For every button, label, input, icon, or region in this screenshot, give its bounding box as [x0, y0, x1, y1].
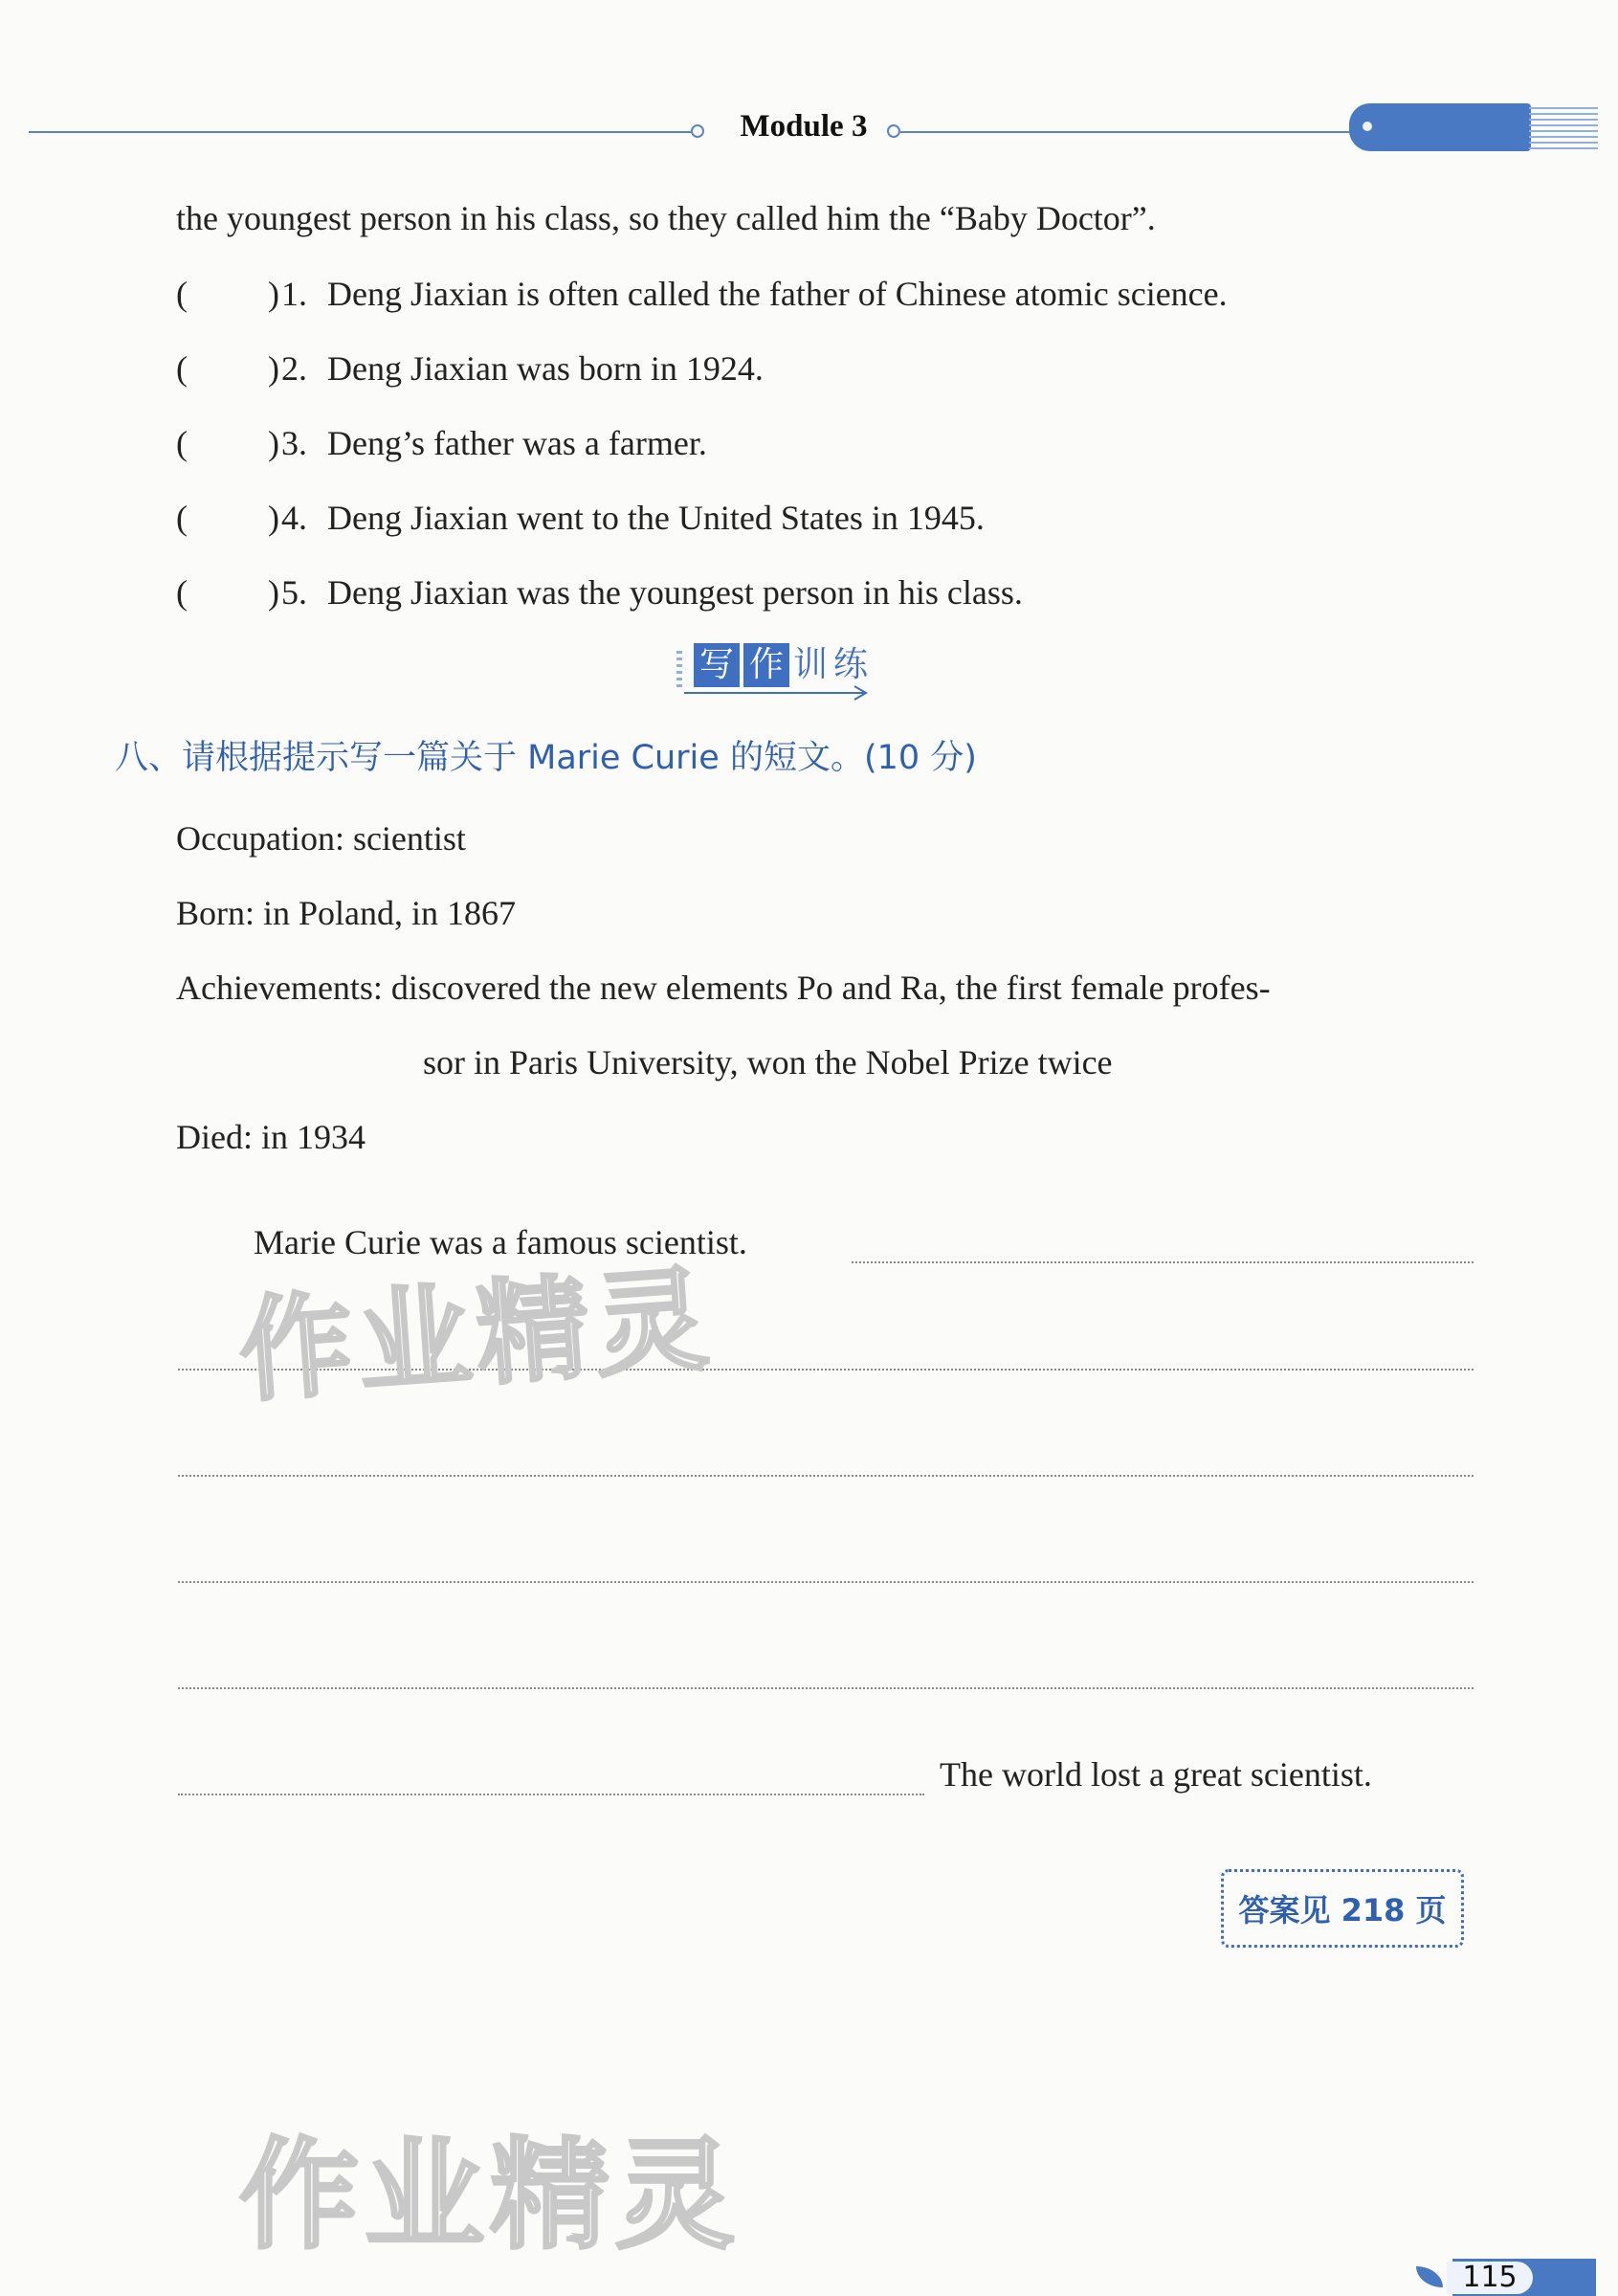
tf-number: 1. — [281, 275, 307, 313]
leaf-icon — [1416, 2266, 1443, 2287]
module-title: Module 3 — [740, 109, 868, 144]
watermark: 作业精灵 — [239, 2127, 741, 2265]
answer-paren-open[interactable]: ( — [176, 424, 188, 462]
header-rule-left — [29, 131, 694, 133]
prompt-achievements: Achievements: discovered the new elements Po and Ra, the first female profes- — [176, 969, 1271, 1007]
tf-number: 3. — [281, 424, 307, 462]
prompt-occupation: Occupation: scientist — [176, 819, 466, 858]
writing-line[interactable] — [178, 1475, 1474, 1477]
answer-paren-open[interactable]: ( — [176, 499, 188, 537]
tf-number: 4. — [281, 499, 307, 537]
section-char-box: 作 — [743, 643, 789, 687]
writing-line[interactable] — [178, 1581, 1474, 1583]
watermark: 作业精灵 — [234, 1252, 719, 1418]
section-char: 训 — [793, 645, 829, 684]
section-char: 练 — [833, 645, 869, 684]
answer-paren-open[interactable]: ( — [176, 573, 188, 612]
answer-paren-open[interactable]: ( — [176, 349, 188, 388]
header-rule-circle-left — [691, 124, 704, 138]
page-number: 115 — [1447, 2262, 1533, 2294]
tf-statement: Deng Jiaxian is often called the father of Chinese atomic science. — [327, 275, 1228, 313]
passage-last-line: the youngest person in his class, so they called him the “Baby Doctor”. — [176, 199, 1156, 237]
answer-reference-text: 答案见 218 页 — [1238, 1892, 1447, 1928]
writing-opening-sentence: Marie Curie was a famous scientist. — [254, 1223, 747, 1261]
writing-line[interactable] — [852, 1261, 1474, 1263]
tf-statement: Deng Jiaxian was born in 1924. — [327, 349, 764, 388]
writing-line[interactable] — [178, 1794, 924, 1795]
tf-number: 5. — [281, 573, 307, 612]
section-heading-stripes — [676, 651, 682, 687]
tf-statement: Deng’s father was a farmer. — [327, 424, 707, 462]
header-stripes — [1529, 107, 1598, 149]
answer-paren-close: ) — [268, 499, 279, 537]
prompt-born: Born: in Poland, in 1867 — [176, 894, 517, 932]
tf-number: 2. — [281, 349, 307, 388]
section-char-box: 写 — [694, 643, 740, 687]
section-heading-writing — [464, 643, 942, 710]
header-tab — [1349, 103, 1531, 151]
answer-reference-badge — [1221, 1869, 1464, 1948]
answer-paren-close: ) — [268, 573, 279, 612]
header-tab-dot — [1363, 122, 1372, 131]
question-8-instruction: 八、请根据提示写一篇关于 Marie Curie 的短文。(10 分) — [115, 739, 977, 777]
writing-closing-sentence: The world lost a great scientist. — [940, 1755, 1372, 1794]
arrow-icon — [684, 683, 875, 702]
prompt-achievements-cont: sor in Paris University, won the Nobel Prize twice — [423, 1043, 1113, 1081]
answer-paren-close: ) — [268, 424, 279, 462]
answer-paren-close: ) — [268, 349, 279, 388]
answer-paren-close: ) — [268, 275, 279, 313]
tf-statement: Deng Jiaxian was the youngest person in his class. — [327, 573, 1023, 612]
header-rule-right — [900, 131, 1350, 133]
tf-statement: Deng Jiaxian went to the United States in 1945. — [327, 499, 985, 537]
answer-paren-open[interactable]: ( — [176, 275, 188, 313]
header-rule-circle-right — [887, 124, 900, 138]
writing-line[interactable] — [178, 1687, 1474, 1689]
prompt-died: Died: in 1934 — [176, 1118, 366, 1156]
